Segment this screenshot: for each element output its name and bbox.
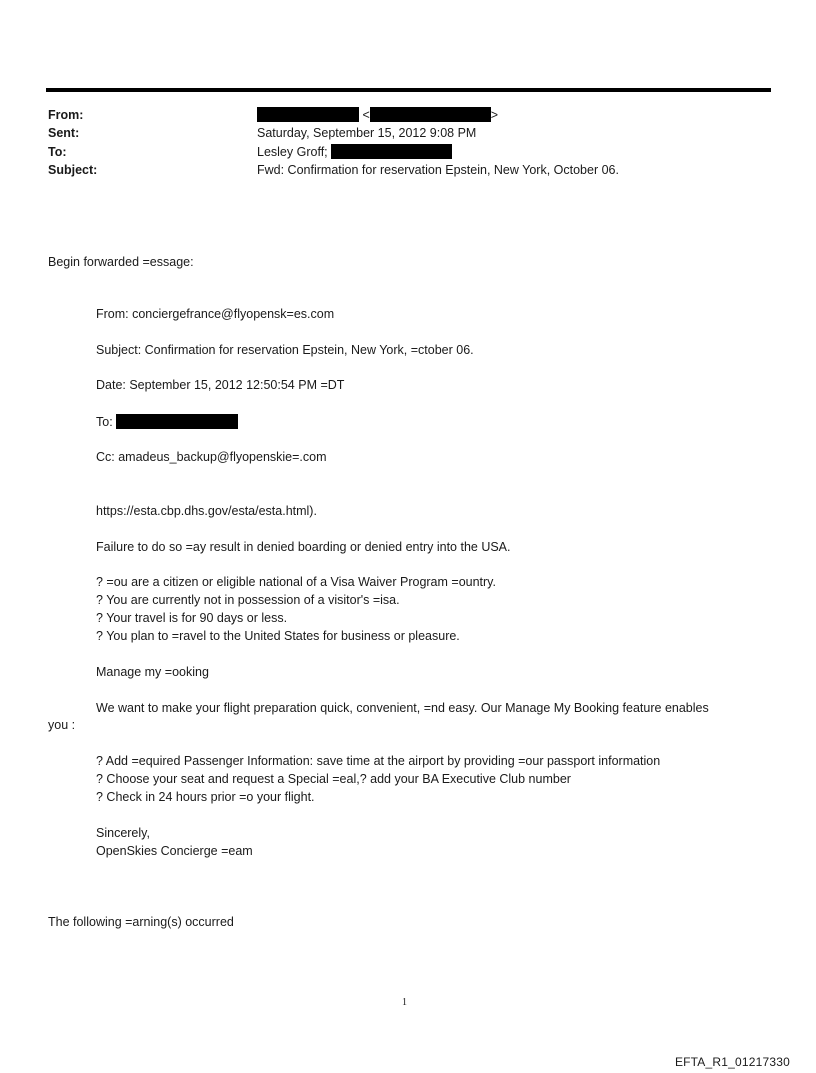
warning-line: The following =arning(s) occurred (48, 915, 234, 929)
manage-heading: Manage my =ooking (96, 665, 209, 679)
fwd-date: Date: September 15, 2012 12:50:54 PM =DT (96, 378, 345, 392)
esta-link[interactable]: https://esta.cbp.dhs.gov/esta/esta.html). (96, 504, 317, 518)
fwd-to (96, 414, 238, 429)
redaction-bar (257, 107, 359, 122)
sent-label: Sent: (48, 126, 80, 140)
from-label: From: (48, 108, 84, 122)
list-item: ? Check in 24 hours prior =o your flight. (96, 790, 315, 804)
bates-number: EFTA_R1_01217330 (674, 1055, 790, 1069)
failure-notice: Failure to do so =ay result in denied boarding or denied entry into the USA. (96, 540, 511, 554)
redaction-bar (331, 144, 452, 159)
list-item: ? Your travel is for 90 days or less. (96, 611, 288, 625)
list-item: ? You plan to =ravel to the United States for business or pleasure. (96, 629, 460, 643)
list-item: ? You are currently not in possession of a visitor's =isa. (96, 593, 400, 607)
from-close-bracket: > (490, 108, 499, 122)
manage-text: We want to make your flight preparation quick, convenient, =nd easy. Our Manage My Booking feature enables (96, 701, 709, 715)
from-open-bracket: < (362, 108, 370, 122)
list-item: ? Choose your seat and request a Special =eal,? add your BA Executive Club number (96, 772, 571, 786)
page-number: 1 (402, 997, 407, 1008)
manage-text-cont: you : (48, 718, 76, 732)
redaction-bar (370, 107, 491, 122)
subject-value: Fwd: Confirmation for reservation Epstein, New York, October 06. (257, 163, 619, 177)
from-value (257, 107, 498, 122)
fwd-cc: Cc: amadeus_backup@flyopenskie=.com (96, 450, 327, 464)
redaction-bar (116, 414, 238, 429)
signature: OpenSkies Concierge =eam (96, 844, 253, 858)
fwd-subject: Subject: Confirmation for reservation Epstein, New York, =ctober 06. (96, 343, 474, 357)
begin-forwarded: Begin forwarded =essage: (48, 255, 194, 269)
header-rule (46, 88, 771, 92)
sent-value: Saturday, September 15, 2012 9:08 PM (257, 126, 477, 140)
to-value (257, 144, 452, 159)
fwd-from: From: conciergefrance@flyopensk=es.com (96, 307, 335, 321)
to-recipient: Lesley Groff; (257, 145, 328, 159)
subject-label: Subject: (48, 163, 98, 177)
list-item: ? Add =equired Passenger Information: save time at the airport by providing =our passport information (96, 754, 661, 768)
list-item: ? =ou are a citizen or eligible national of a Visa Waiver Program =ountry. (96, 575, 496, 589)
fwd-to-label: To: (96, 415, 113, 429)
sincerely: Sincerely, (96, 826, 150, 840)
to-label: To: (48, 145, 67, 159)
